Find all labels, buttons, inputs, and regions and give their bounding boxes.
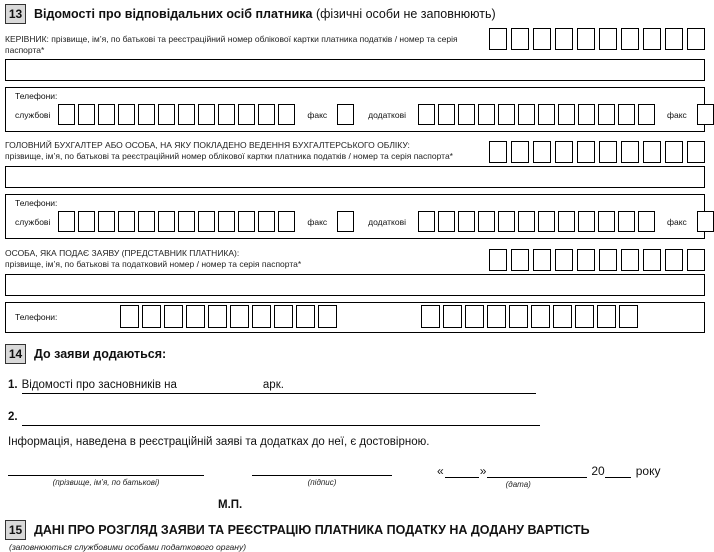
buhgalter-label-line1: ГОЛОВНИЙ БУХГАЛТЕР АБО ОСОБА, НА ЯКУ ПОКЛАДЕНО ВЕДЕННЯ БУХГАЛТЕРСЬКОГО ОБЛІКУ: xyxy=(5,140,410,150)
seal-mark: М.П. xyxy=(218,499,243,511)
char-box[interactable] xyxy=(178,211,195,232)
kerivnyk-label: КЕРІВНИК: прізвище, ім’я, по батькові та реєстраційний номер облікової картки платника податків / номер та серія паспорта* xyxy=(5,34,458,55)
char-box[interactable] xyxy=(599,28,617,50)
char-box[interactable] xyxy=(538,104,555,125)
char-box[interactable] xyxy=(118,211,135,232)
kerivnyk-phones-row xyxy=(15,104,695,125)
date-year-blank[interactable] xyxy=(605,464,631,478)
fax-label: факс xyxy=(307,109,328,120)
char-box[interactable] xyxy=(598,211,615,232)
char-box[interactable] xyxy=(186,305,205,328)
char-box[interactable] xyxy=(687,28,705,50)
fax-box-2 xyxy=(697,104,714,125)
char-box[interactable] xyxy=(198,211,215,232)
char-box[interactable] xyxy=(458,104,475,125)
char-box[interactable] xyxy=(577,141,595,163)
item2-number: 2. xyxy=(8,411,18,423)
fax-box-3 xyxy=(337,211,354,232)
section-14-header xyxy=(5,344,705,364)
item1-sheets-blank[interactable] xyxy=(177,379,263,394)
char-box[interactable] xyxy=(618,211,635,232)
char-box[interactable] xyxy=(443,305,462,328)
char-box[interactable] xyxy=(643,249,661,271)
signature-block xyxy=(5,462,705,489)
phones-title-3: Телефони: xyxy=(15,311,58,322)
char-box[interactable] xyxy=(518,211,535,232)
truth-statement: Інформація, наведена в реєстраційній заяві та додатках до неї, є достовірною. xyxy=(8,436,430,448)
year-prefix: 20 xyxy=(591,464,605,478)
char-box[interactable] xyxy=(577,249,595,271)
char-box[interactable] xyxy=(533,28,551,50)
char-box[interactable] xyxy=(138,104,155,125)
section-13-title xyxy=(34,7,496,21)
char-box[interactable] xyxy=(687,141,705,163)
item1-rest-blank[interactable] xyxy=(284,379,536,394)
char-box[interactable] xyxy=(421,305,440,328)
char-box[interactable] xyxy=(621,141,639,163)
char-box[interactable] xyxy=(296,305,315,328)
char-box[interactable] xyxy=(577,28,595,50)
char-box[interactable] xyxy=(489,249,507,271)
char-box[interactable] xyxy=(487,305,506,328)
char-box[interactable] xyxy=(142,305,161,328)
char-box[interactable] xyxy=(178,104,195,125)
char-box[interactable] xyxy=(58,211,75,232)
buhgalter-id-boxes xyxy=(489,141,705,163)
char-box[interactable] xyxy=(531,305,550,328)
fax-box xyxy=(337,104,354,125)
char-box[interactable] xyxy=(489,28,507,50)
char-box[interactable] xyxy=(687,249,705,271)
osoba-phones-row xyxy=(15,305,695,328)
osoba-label-line1: ОСОБА, ЯКА ПОДАЄ ЗАЯВУ (ПРЕДСТАВНИК ПЛАТНИКА): xyxy=(5,248,240,258)
char-box[interactable] xyxy=(498,211,515,232)
additional-phone-boxes xyxy=(418,104,655,125)
char-box[interactable] xyxy=(665,141,683,163)
signature-sign-line[interactable] xyxy=(252,462,392,476)
signature-date-col xyxy=(436,462,660,489)
phones-title: Телефони: xyxy=(15,91,58,101)
char-box[interactable] xyxy=(78,104,95,125)
char-box[interactable] xyxy=(697,104,714,125)
char-box[interactable] xyxy=(553,305,572,328)
additional-phones-label: додаткові xyxy=(368,109,406,120)
char-box[interactable] xyxy=(198,104,215,125)
section-13-title-note: (фізичні особи не заповнюють) xyxy=(315,7,496,21)
item1-suffix: арк. xyxy=(263,379,284,394)
char-box[interactable] xyxy=(643,28,661,50)
section-15-number: 15 xyxy=(5,520,26,540)
signature-sign-col xyxy=(252,462,392,487)
char-box[interactable] xyxy=(578,104,595,125)
char-box[interactable] xyxy=(511,141,529,163)
char-box[interactable] xyxy=(489,141,507,163)
fax-box-4 xyxy=(697,211,714,232)
char-box[interactable] xyxy=(78,211,95,232)
signature-sign-caption: (підпис) xyxy=(307,478,337,487)
char-box[interactable] xyxy=(278,104,295,125)
signature-name-line[interactable] xyxy=(8,462,204,476)
char-box[interactable] xyxy=(598,104,615,125)
date-month-blank[interactable] xyxy=(487,464,587,478)
buhgalter-name-field[interactable] xyxy=(5,166,705,188)
char-box[interactable] xyxy=(238,211,255,232)
char-box[interactable] xyxy=(418,104,435,125)
char-box[interactable] xyxy=(533,141,551,163)
close-quote: » xyxy=(479,464,487,478)
char-box[interactable] xyxy=(578,211,595,232)
phones-title-2: Телефони: xyxy=(15,198,58,208)
fax-label-2: факс xyxy=(666,109,687,120)
char-box[interactable] xyxy=(575,305,594,328)
char-box[interactable] xyxy=(618,104,635,125)
item1-text: Відомості про засновників на xyxy=(22,379,177,394)
section-13-number: 13 xyxy=(5,4,26,24)
osoba-row xyxy=(5,246,705,271)
item1-number: 1. xyxy=(8,379,18,391)
char-box[interactable] xyxy=(318,305,337,328)
date-caption: (дата) xyxy=(505,480,531,489)
char-box[interactable] xyxy=(638,104,655,125)
char-box[interactable] xyxy=(478,104,495,125)
kerivnyk-name-field[interactable] xyxy=(5,59,705,81)
char-box[interactable] xyxy=(58,104,75,125)
char-box[interactable] xyxy=(230,305,249,328)
section-14-number: 14 xyxy=(5,344,26,364)
char-box[interactable] xyxy=(274,305,293,328)
char-box[interactable] xyxy=(638,211,655,232)
kerivnyk-row xyxy=(5,28,705,56)
char-box[interactable] xyxy=(118,104,135,125)
char-box[interactable] xyxy=(558,104,575,125)
char-box[interactable] xyxy=(518,104,535,125)
osoba-name-field[interactable] xyxy=(5,274,705,296)
attachment-item-2 xyxy=(8,411,705,426)
item2-blank[interactable] xyxy=(22,411,540,426)
kerivnyk-id-boxes xyxy=(489,28,705,50)
additional-phones-label-2: додаткові xyxy=(368,216,406,227)
osoba-label xyxy=(5,246,479,270)
signature-name-col xyxy=(8,462,204,487)
char-box[interactable] xyxy=(621,28,639,50)
char-box[interactable] xyxy=(164,305,183,328)
char-box[interactable] xyxy=(98,104,115,125)
section-13-title-main: Відомості про відповідальних осіб платника xyxy=(34,7,313,21)
char-box[interactable] xyxy=(599,141,617,163)
fax-label-3: факс xyxy=(307,216,328,227)
osoba-phone-boxes-2 xyxy=(421,305,638,328)
char-box[interactable] xyxy=(258,104,275,125)
buhgalter-phones-box xyxy=(5,194,705,239)
char-box[interactable] xyxy=(619,305,638,328)
char-box[interactable] xyxy=(158,211,175,232)
char-box[interactable] xyxy=(337,104,354,125)
additional-phone-boxes-2 xyxy=(418,211,655,232)
char-box[interactable] xyxy=(138,211,155,232)
office-phones-label: службові xyxy=(15,109,51,120)
buhgalter-label-line2: прізвище, ім’я, по батькові та реєстраційний номер облікової картки платника податків / номер та серія паспорта* xyxy=(5,151,453,161)
char-box[interactable] xyxy=(697,211,714,232)
char-box[interactable] xyxy=(258,211,275,232)
osoba-phone-boxes-1 xyxy=(120,305,337,328)
section-15-subtitle: (заповнюються службовими особами податкового органу) xyxy=(9,542,247,552)
kerivnyk-phones-box xyxy=(5,87,705,132)
char-box[interactable] xyxy=(478,211,495,232)
open-quote: « xyxy=(437,464,444,478)
section-14-title-main: До заяви додаються: xyxy=(34,347,167,361)
char-box[interactable] xyxy=(555,249,573,271)
char-box[interactable] xyxy=(555,141,573,163)
char-box[interactable] xyxy=(538,211,555,232)
char-box[interactable] xyxy=(597,305,616,328)
char-box[interactable] xyxy=(509,305,528,328)
char-box[interactable] xyxy=(158,104,175,125)
attachment-item-1 xyxy=(8,379,705,394)
char-box[interactable] xyxy=(278,211,295,232)
year-suffix: року xyxy=(635,464,661,478)
date-day-blank[interactable] xyxy=(445,464,479,478)
section-14-title xyxy=(34,347,166,361)
char-box[interactable] xyxy=(252,305,271,328)
office-phone-boxes xyxy=(58,104,295,125)
char-box[interactable] xyxy=(337,211,354,232)
section-15-title-main: ДАНІ ПРО РОЗГЛЯД ЗАЯВИ ТА РЕЄСТРАЦІЮ ПЛАТНИКА ПОДАТКУ НА ДОДАНУ ВАРТІСТЬ xyxy=(34,523,590,537)
char-box[interactable] xyxy=(511,28,529,50)
char-box[interactable] xyxy=(665,249,683,271)
char-box[interactable] xyxy=(218,211,235,232)
section-15-header xyxy=(5,520,705,540)
date-line xyxy=(436,462,660,478)
char-box[interactable] xyxy=(238,104,255,125)
signature-name-caption: (прізвище, ім’я, по батькові) xyxy=(52,478,160,487)
section-13-header xyxy=(5,4,705,24)
char-box[interactable] xyxy=(558,211,575,232)
char-box[interactable] xyxy=(218,104,235,125)
char-box[interactable] xyxy=(98,211,115,232)
osoba-label-line2: прізвище, ім’я, по батькові та податковий номер / номер та серія паспорта* xyxy=(5,259,302,269)
char-box[interactable] xyxy=(458,211,475,232)
char-box[interactable] xyxy=(599,249,617,271)
office-phone-boxes-2 xyxy=(58,211,295,232)
char-box[interactable] xyxy=(533,249,551,271)
char-box[interactable] xyxy=(498,104,515,125)
char-box[interactable] xyxy=(418,211,435,232)
char-box[interactable] xyxy=(438,104,455,125)
char-box[interactable] xyxy=(555,28,573,50)
char-box[interactable] xyxy=(665,28,683,50)
char-box[interactable] xyxy=(438,211,455,232)
char-box[interactable] xyxy=(643,141,661,163)
osoba-id-boxes xyxy=(489,249,705,271)
char-box[interactable] xyxy=(208,305,227,328)
osoba-phones-box xyxy=(5,302,705,333)
char-box[interactable] xyxy=(621,249,639,271)
buhgalter-label xyxy=(5,138,479,162)
char-box[interactable] xyxy=(511,249,529,271)
buhgalter-phones-row xyxy=(15,211,695,232)
char-box[interactable] xyxy=(465,305,484,328)
fax-label-4: факс xyxy=(666,216,687,227)
section-15-title xyxy=(34,523,590,537)
char-box[interactable] xyxy=(120,305,139,328)
office-phones-label-2: службові xyxy=(15,216,51,227)
buhgalter-row xyxy=(5,138,705,163)
